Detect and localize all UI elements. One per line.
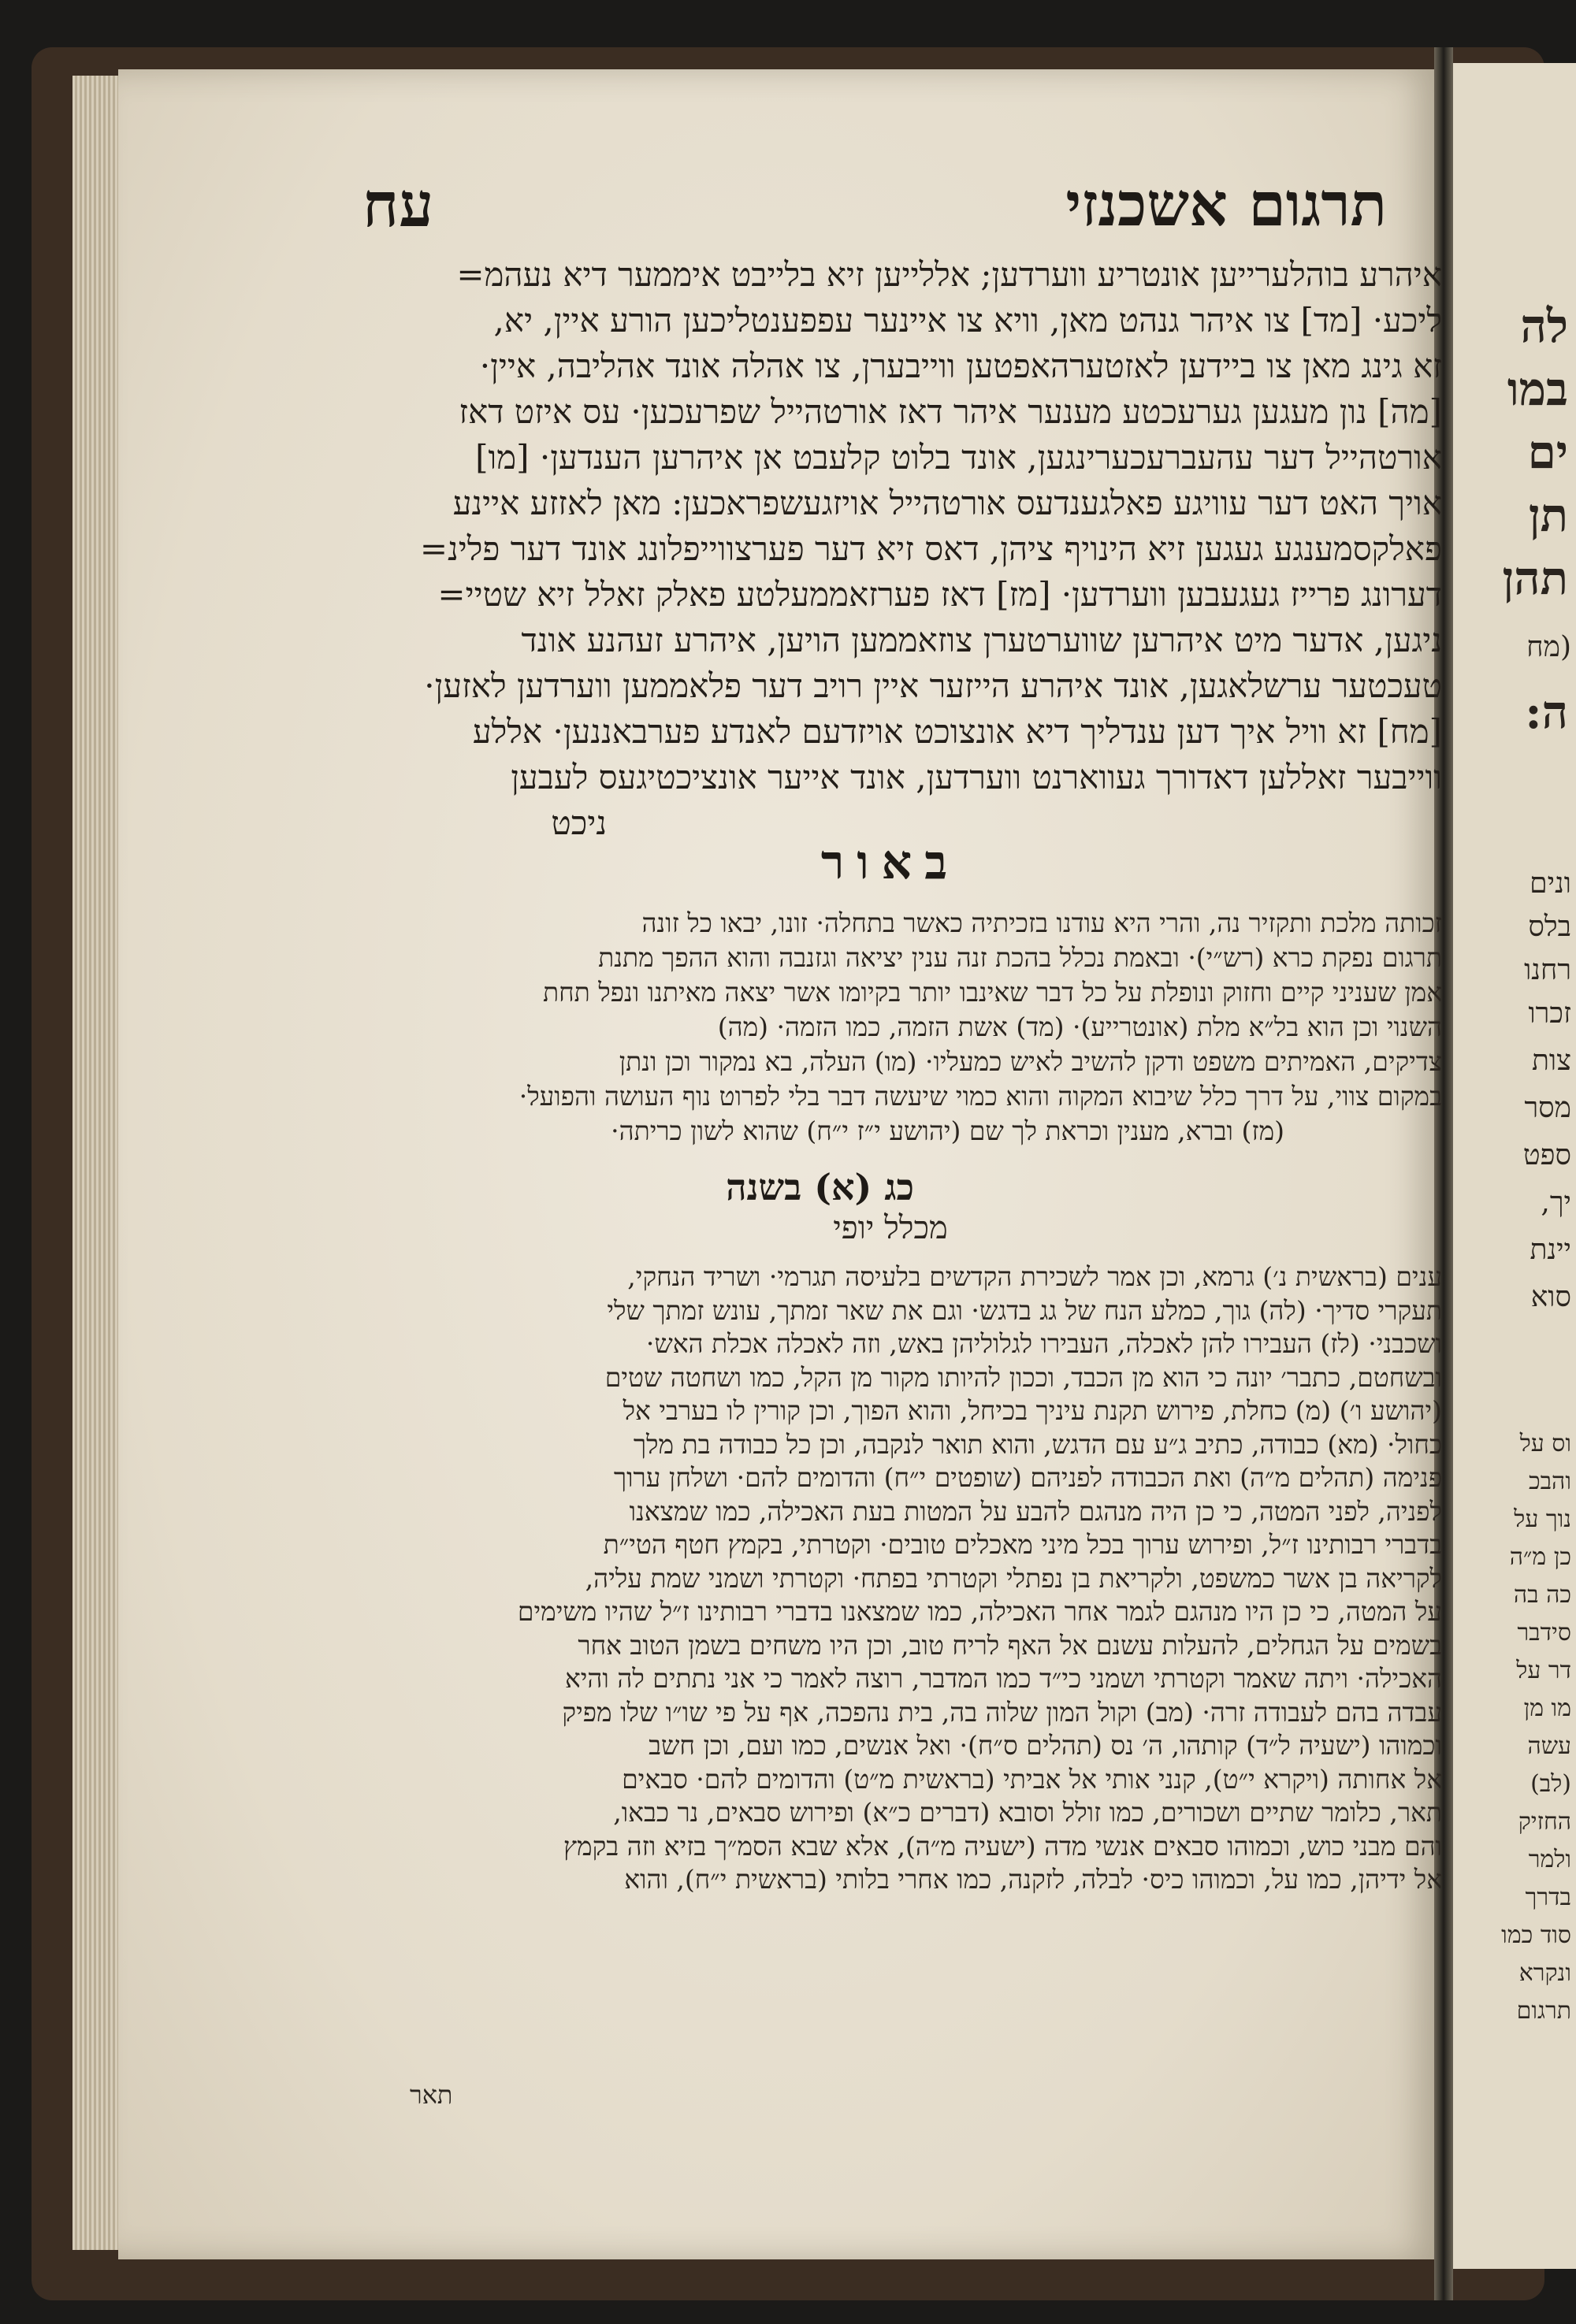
text-line: ספט <box>1522 1139 1571 1171</box>
commentary-line: (יהושע ו׳) (מ) כחלת, פירוש תקנת עיניך בכיחל, והוא הפוך, וכן קורין לו בערבי אל <box>623 1395 1442 1426</box>
text-line: ים <box>1527 425 1568 479</box>
text-line: ה: <box>1525 685 1568 739</box>
text-line: מו מן <box>1523 1695 1571 1722</box>
text-line: ווייבער זאללען דאדורך געווארנט ווערדען, אונד אייער אונציכטיגעס לעבען <box>511 758 1442 796</box>
commentary-line: צדיקים, האמיתים משפט ודקן להשיב לאיש כמעליו· (מו) העלה, בא נמקור וכן ונתן <box>619 1046 1442 1077</box>
commentary-line: האכילה· ויתה שאמר וקטרתי ושמני כי״ד כמו המדבר, רוצה לאמר כי אני נתתים לה והיא <box>564 1663 1442 1694</box>
commentary-line: ענים (בראשית נ׳) גרמא, וכן אמר לשכירת הקדשים בלעיסה תגרמי· ושריד הנחקי, <box>627 1261 1442 1292</box>
text-line: במו <box>1507 362 1568 416</box>
text-line: ונים <box>1530 867 1571 900</box>
text-line: ליכע· [מד] צו איהר גנהט מאן, וויא צו איינער עפפענטליכען הורע איין, יא, <box>493 301 1442 340</box>
commentary-line: תאר, כלומר שתיים ושכורים, כמו זולל וסובא (דברים כ״א) ופירוש סבאים, נר כבאו, <box>613 1797 1442 1828</box>
commentary-line: עבדה בהם לעבודה זרה· (מב) וקול המון שלוה בה, בית נהפכה, אף על פי שו״ו שלו מפיק <box>562 1696 1442 1728</box>
commentary-line: וכמוהו (ישעיה ל״ד) קותהו, ה׳ נס (תהלים ס״ח)· ואל אנשים, כמו ועם, וכן חשב <box>649 1730 1442 1761</box>
text-line: טעכטער ערשלאגען, אונד איהרע הייזער איין רויב דער פלאממען ווערדען לאזען· <box>424 666 1442 705</box>
section-heading: באור <box>820 835 961 890</box>
text-line: בדרך <box>1525 1884 1571 1911</box>
text-line: דר על <box>1516 1657 1571 1684</box>
text-line: רחנו <box>1524 954 1571 986</box>
text-line: יך, <box>1541 1186 1571 1219</box>
text-line: סוד כמו <box>1501 1921 1571 1949</box>
text-line: תרגום <box>1516 1997 1571 2025</box>
commentary-subheading: מכלל יופי <box>833 1210 948 1246</box>
text-line: (מח <box>1526 631 1571 663</box>
text-line: תן <box>1528 488 1568 542</box>
commentary-line: אל אחותה (ויקרא י״ט), קנני אותי אל אביתי (בראשית מ״ט) והדומים להם· סבאים <box>622 1763 1442 1795</box>
commentary-line: במקום צווי, על דרך כלל שיבוא המקוה והוא כמוי שיעשה דבר בלי לפרוט נוף העושה והפועל· <box>519 1081 1442 1112</box>
commentary-line: השנוי וכן הוא בל״א מלת (אונטרייע)· (מד) אשת הזמה, כמו הזמה· (מה) <box>717 1012 1442 1042</box>
text-line: ולמר <box>1528 1846 1571 1873</box>
commentary-line: תרגום נפקת כרא (רש״י)· ובאמת נכלל בהכת זנה ענין יציאה וגזנבה והוא ההפך מתנת <box>598 942 1442 973</box>
text-line: [מה] נון מעגען גערעכטע מענער איהר דאז אורטהייל שפרעכען· עס איזט דאז <box>459 392 1442 431</box>
text-line: זא גינג מאן צו ביידען לאזטערהאפטען ווייבערן, צו אהלה אונד אהליבה, איין· <box>479 347 1442 385</box>
commentary-line: אל ידיהן, כמו על, וכמוהו כיס· לבלה, לזקנה, כמו אחרי בלותי (בראשית י״ח), והוא <box>624 1864 1442 1895</box>
text-line: וס על <box>1519 1430 1571 1457</box>
commentary-line: (מז) וברא, מענין וכראת לך שם (יהושע י״ז י״ח) שהוא לשון כריתה· <box>611 1116 1284 1146</box>
folio-number: עח <box>362 169 434 241</box>
commentary-line: פנימה (תהלים מ״ה) ואת הכבודה לפניהם (שופטים י״ח) והדומים להם· ושלחן ערוך <box>613 1462 1442 1493</box>
text-line: עשה <box>1527 1732 1571 1760</box>
text-line: איהרע בוהלערייען אונטריע ווערדען; אללייען זיא בלייבט איממער דיא נעהמ= <box>456 255 1442 294</box>
commentary-line: בדברי רבותינו ז״ל, ופירוש ערוך בכל מיני מאכלים טובים· וקטרתי, בקמץ חטף הטי״ת <box>603 1529 1442 1560</box>
commentary-line: והם מבני כוש, וכמוהו סבאים אנשי מדה (ישעיה מ״ה), אלא שבא הסמ״ך בזיא וזה בקמץ <box>563 1830 1442 1862</box>
text-line: כן מ״ה <box>1509 1543 1571 1571</box>
commentary-block-1 <box>339 906 1442 1149</box>
commentary-line: בשמים על הגחלים, להעלות עשנם אל האף לריח טוב, וכן היו משחים בשמן הטוב אחר <box>578 1629 1442 1661</box>
chapter-label: כג (א) בשנה <box>726 1166 914 1208</box>
text-line: סידבר <box>1517 1619 1571 1646</box>
text-line: כה בה <box>1513 1581 1571 1609</box>
text-line: ונקרא <box>1518 1959 1571 1987</box>
commentary-block-2 <box>339 1260 1442 1897</box>
text-line: והבכ <box>1528 1468 1571 1495</box>
text-line: צות <box>1531 1045 1571 1077</box>
text-line: אויך האט דער עוויגע פאלגענדעס אורטהייל אויזגעשפראכען: מאן לאזזע איינע <box>452 484 1442 522</box>
commentary-line: לפניה, לפני המטה, כי כן היה מנהגם להבע על המטות בעת האכילה, כמו שמצאנו <box>629 1495 1442 1527</box>
text-line: זכרו <box>1528 997 1571 1030</box>
catchword: תאר <box>410 2080 453 2110</box>
text-line: בלס <box>1528 911 1571 943</box>
commentary-line: על המטה, כי כן היו מנהגם לגמר אחר האכילה, כמו שמצאנו בדברי רבותינו ז״ל שהיו משימים <box>517 1596 1442 1627</box>
text-line: פאלקסמענגע געגען זיא הינויף ציהן, דאס זיא דער פערצווייפלונג אונד דער פלינ= <box>419 529 1442 568</box>
commentary-line: לקריאה בן אשר כמשפט, ולקריאת בן נפתלי וקטרתי בפתח· וקטרתי ושמני שמת עליה, <box>585 1562 1442 1594</box>
text-line: ניכט <box>551 804 607 842</box>
text-line: יינת <box>1530 1234 1571 1266</box>
commentary-line: ובשחטם, כתבר׳ יונה כי הוא מן הכבד, וככון להיותו מקור מן הקל, כמו ושחטה שטים <box>604 1361 1442 1393</box>
text-line: סוא <box>1530 1281 1571 1313</box>
text-line: נוך על <box>1514 1505 1571 1533</box>
text-line: החזיק <box>1518 1808 1571 1836</box>
text-line: ניגען, אדער מיט איהרען שווערטערן צוזאממען הויען, איהרע זעהנע אונד <box>521 621 1442 659</box>
commentary-line: ושכבני· (לז) העבירו להן לאכלה, העבירו לגלוליהן באש, וזה לאכלה אכלת האש· <box>645 1328 1442 1359</box>
commentary-line: זכותה מלכת ותקזיר נה, והרי היא עודנו בזכיתיה כאשר בתחלה· זונו, יבאו כל זונה <box>641 908 1442 938</box>
running-title: תרגום אשכנזי <box>1065 169 1387 239</box>
translation-block <box>339 252 1442 846</box>
commentary-line: תעקרי סדיך· (לה) גוך, כמלע הנח של גג בדגש· וגם את שאר זמתך, עונש זמתך שלי <box>607 1294 1442 1326</box>
page-header <box>362 161 1387 248</box>
commentary-line: כחול· (מא) כבודה, כתיב ג״ע עם הדגש, והוא תואר לנקבה, וכן כל כבודה בת מלך <box>633 1428 1442 1460</box>
text-line: (לב) <box>1530 1770 1571 1798</box>
text-line: [מח] זא וויל איך דען ענדליך דיא אונצוכט אויזדעם לאנדע פערבאננען· אללע <box>472 712 1442 751</box>
right-page <box>1453 63 1576 2269</box>
text-line: לה <box>1520 299 1568 353</box>
commentary-line: אמן שעניני קיים וחזוק ונופלת על כל דבר שאינבו יותר בקיומו אשר יצאה מאיתנו ונפל תחת <box>543 977 1442 1008</box>
text-line: אורטהייל דער עהעברעכערינגען, אונד בלוט קלעבט אן איהרען הענדען· [מו] <box>475 438 1442 477</box>
text-line: דערונג פרייז געגעבען ווערדען· [מז] דאז פערזאממעלטע פאלק זאלל זיא שטיי= <box>437 575 1442 614</box>
text-line: מסר <box>1524 1092 1571 1124</box>
text-line: תהן <box>1502 551 1568 605</box>
